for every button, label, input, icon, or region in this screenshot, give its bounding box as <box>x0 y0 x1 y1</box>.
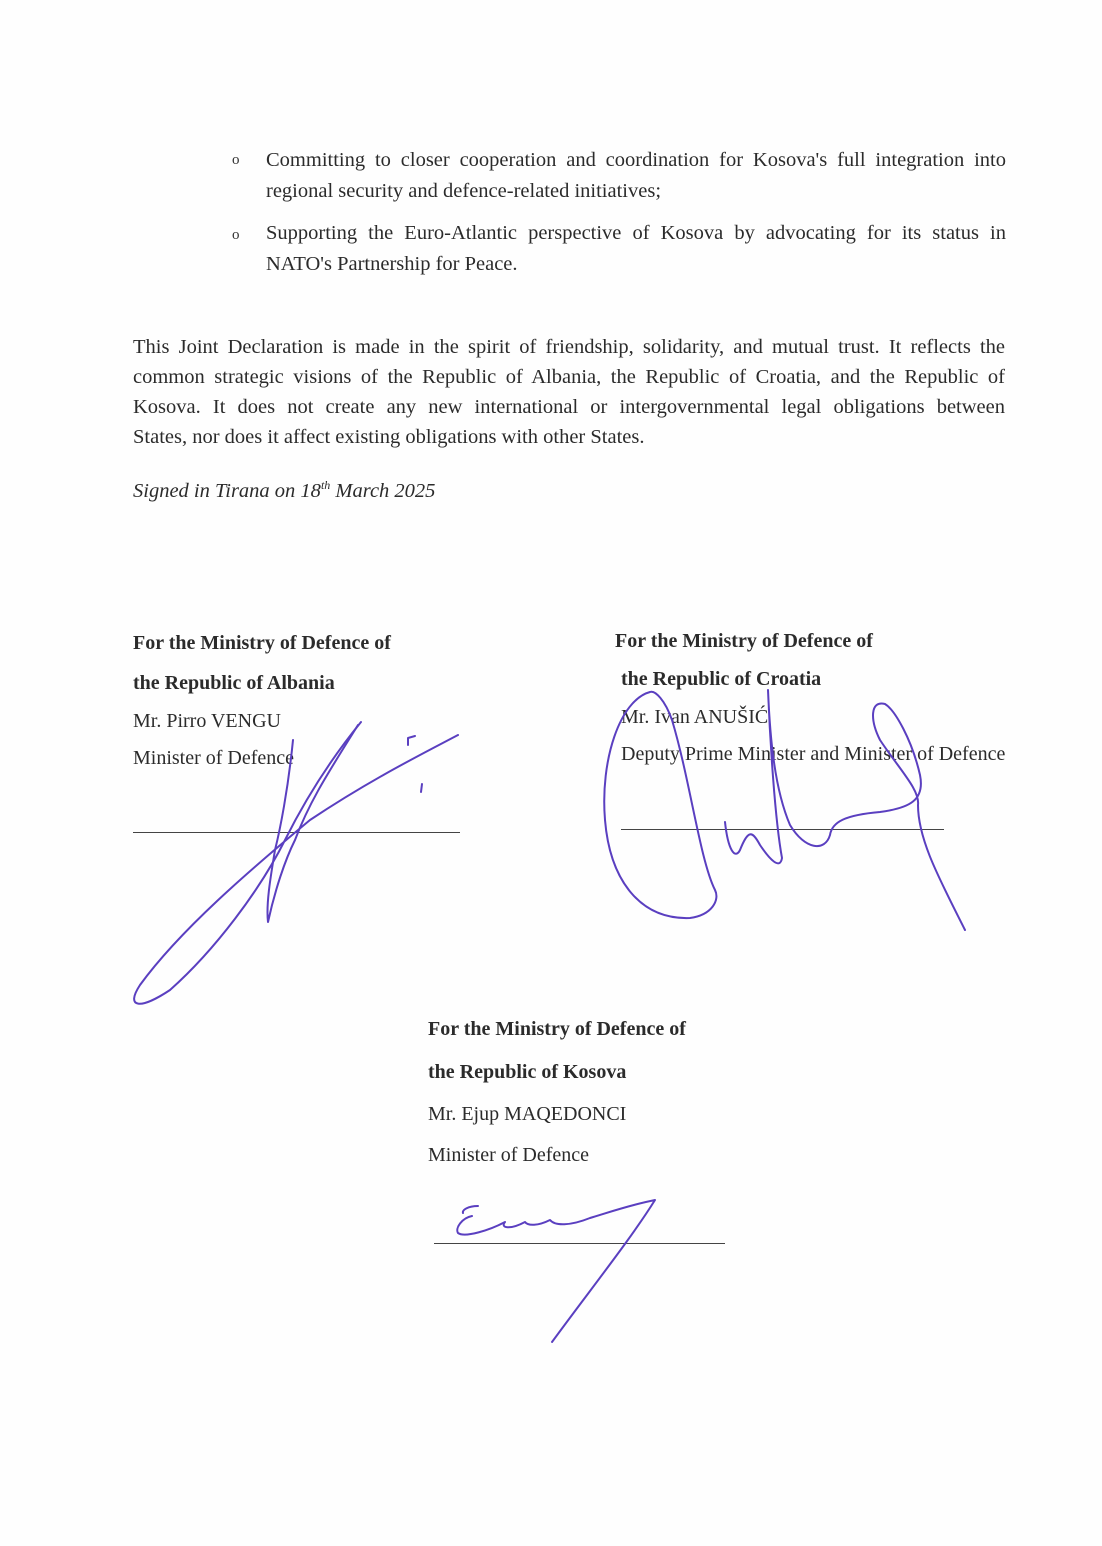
signatory-country: the Republic of Kosova <box>428 1061 627 1083</box>
signatory-name: Mr. Pirro VENGU <box>133 710 281 732</box>
signature-line-albania <box>133 832 460 833</box>
signatory-name: Mr. Ivan ANUŠIĆ <box>621 706 769 728</box>
signed-prefix: Signed in Tirana on 18 <box>133 479 321 502</box>
paragraph-line: States, nor does it affect existing obligations with other States. <box>133 426 645 448</box>
signatory-country: the Republic of Croatia <box>621 668 822 690</box>
signed-superscript: th <box>320 478 331 492</box>
signed-suffix: March 2025 <box>330 479 436 502</box>
signatory-heading: For the Ministry of Defence of <box>428 1018 686 1040</box>
signatory-title: Deputy Prime Minister and Minister of Defence <box>621 743 1006 765</box>
signatory-heading: For the Ministry of Defence of <box>133 632 391 654</box>
signature-stroke <box>457 1200 655 1342</box>
declaration-paragraph <box>133 332 1005 452</box>
signature-stroke <box>421 784 422 792</box>
signatory-name: Mr. Ejup MAQEDONCI <box>428 1103 627 1125</box>
signature-line-croatia <box>621 829 944 830</box>
signature-stroke <box>408 736 415 745</box>
signatory-heading: For the Ministry of Defence of <box>615 630 873 652</box>
signature-line-kosova <box>434 1243 725 1244</box>
bullet-marker: o <box>232 227 240 243</box>
paragraph-line: This Joint Declaration is made in the spirit of friendship, solidarity, and mutual trust. It reflects the <box>133 336 1005 358</box>
paragraph-line: common strategic visions of the Republic of Albania, the Republic of Croatia, and the Republic of <box>133 366 1005 388</box>
bullet-item: Supporting the Euro-Atlantic perspective of Kosova by advocating for its status in NATO's Partnership for Peace. <box>266 222 1006 275</box>
paragraph-line: Kosova. It does not create any new international or intergovernmental legal obligations between <box>133 396 1005 418</box>
signatory-title: Minister of Defence <box>133 747 295 769</box>
bullet-item: Committing to closer cooperation and coordination for Kosova's full integration into regional security and defence-related initiatives; <box>266 149 1006 202</box>
bullet-marker: o <box>232 152 240 168</box>
signatory-country: the Republic of Albania <box>133 672 335 694</box>
signatory-title: Minister of Defence <box>428 1144 590 1166</box>
signature-kosova <box>457 1200 655 1342</box>
signed-place-date <box>133 478 435 503</box>
